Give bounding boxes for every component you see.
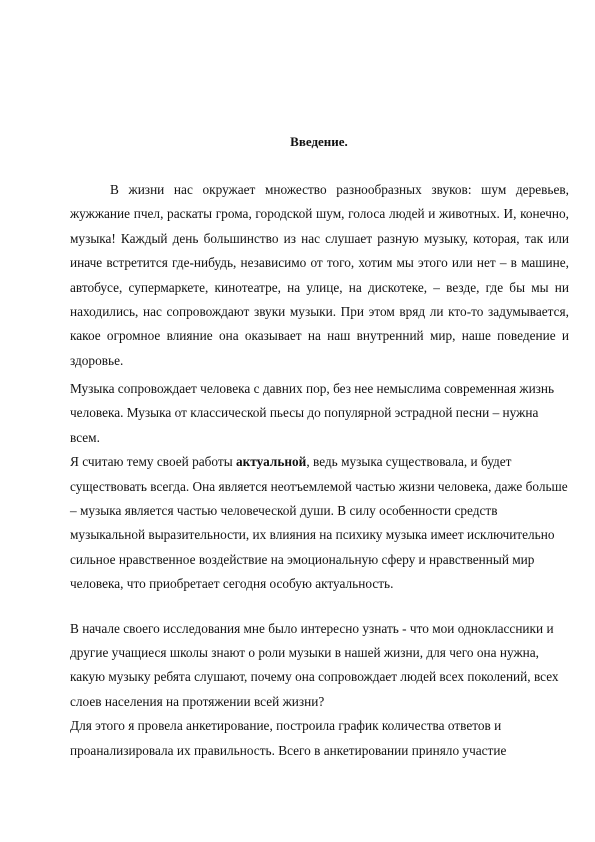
paragraph-gap (70, 597, 569, 617)
paragraph-5: Для этого я провела анкетирование, построила график количества ответов и проанализировала их правильность. Всего в анкетировании приняло участие (70, 718, 507, 758)
document-title: Введение. (290, 134, 348, 149)
paragraph-2: Музыка сопровождает человека с давних пор, без нее немыслима современная жизнь человека. Музыка от классической пьесы до популярной эстрадной песни – нужна всем. (70, 381, 555, 445)
paragraph-3 (70, 450, 569, 596)
body-text (70, 377, 569, 763)
paragraph-3-rest: , ведь музыка существовала, и будет существовать всегда. Она является неотъемлемой частью жизни человека, даже больше – музыка является частью человеческой души. В силу особенности средств музыкальной выразительности, их влияния на психику музыка имеет исключительно сильное нравственное воздействие на эмоциональную сферу и нравственный мир человека, что приобретает сегодня особую актуальность. (70, 454, 568, 592)
intro-paragraph: В жизни нас окружает множество разнообразных звуков: шум деревьев, жужжание пчел, раскаты грома, городской шум, голоса людей и животных. И, конечно, музыка! Каждый день большинство из нас слушает разную музыку, которая, так или иначе встретится где-нибудь, независимо от того, хотим мы этого или нет – в машине, автобусе, супермаркете, кинотеатре, на улице, на дискотеке, – везде, где бы мы ни находились, нас сопровождают звуки музыки. При этом вряд ли кто-то задумывается, какое огромное влияние она оказывает на наш внутренний мир, наше поведение и здоровье. (70, 182, 569, 368)
paragraph-4: В начале своего исследования мне было интересно узнать - что мои одноклассники и другие учащиеся школы знают о роли музыки в нашей жизни, для чего она нужна, какую музыку ребята слушают, почему она сопровождает людей всех поколений, всех слоев населения на протяжении всей жизни? (70, 620, 559, 709)
paragraph-3-start: Я считаю тему своей работы (70, 454, 236, 470)
emphasis-actual: актуальной (235, 454, 307, 470)
